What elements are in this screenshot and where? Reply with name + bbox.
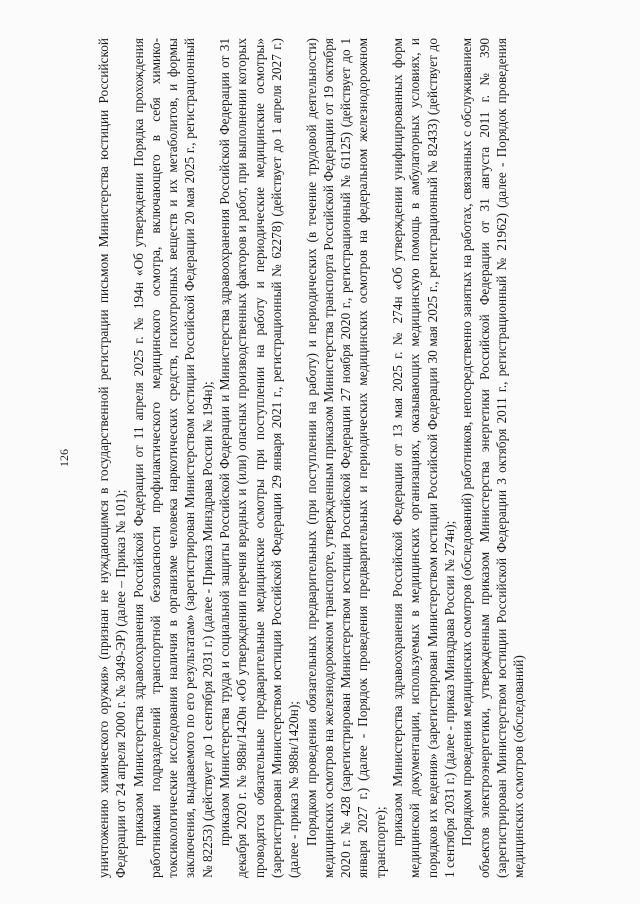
body-text — [95, 38, 527, 878]
paragraph: приказом Министерства труда и социальной защиты Российской Федерации и Министерства здравоохранения Российской Федерации от 31 декабря 2020 г. № 988н/1420н «Об утверждении перечня вредных и (или) опасных производственных факторов и работ, при выполнении которых проводятся обязательные предварительные медицинские осмотры при поступлении на работу и периодические медицинские осмотры» (зарегистрирован Министерством юстиции Российской Федерации 29 января 2021 г., регистрационный № 62278) (действует до 1 апреля 2027 г.) (далее - приказ № 988н/1420н); — [217, 38, 302, 878]
paragraph: уничтожению химического оружия» (признан не нуждающимся в государственной регистрации письмом Министерства юстиции Российской Федерации от 24 апреля 2000 г. № 3049-ЭР) (далее – Приказ № 101); — [96, 38, 129, 878]
page-number: 126 — [57, 449, 71, 467]
paragraph: приказом Министерства здравоохранения Российской Федерации от 11 апреля 2025 г. № 194н «Об утверждении Порядка прохождения работниками подразделений транспортной безопасности профилактического медицинского осмотра, включающего в себя химико-токсикологические исследования наличия в организме человека наркотических средств, психотропных веществ и их метаболитов, и формы заключения, выдаваемого по его результатам» (зарегистрирован Министерством юстиции Российской Федерации 20 мая 2025 г., регистрационный № 82253) (действует до 1 сентября 2031 г.) (далее - Приказ Минздрава России № 194н); — [130, 38, 215, 878]
paragraph: Порядком проведения обязательных предварительных (при поступлении на работу) и периодических (в течение трудовой деятельности) медицинских осмотров на железнодорожном транспорте, утвержденным приказом Министерства транспорта Российской Федерации от 19 октября 2020 г. № 428 (зарегистрирован Министерством юстиции Российской Федерации 27 ноября 2020 г., регистрационный № 61125) (действует до 1 января 2027 г.) (далее - Порядок проведения предварительных и периодических медицинских осмотров на федеральном железнодорожном транспорте); — [303, 38, 388, 878]
rotated-text-block — [55, 38, 595, 878]
paragraph: приказом Министерства здравоохранения Российской Федерации от 13 мая 2025 г. № 274н «Об утверждении унифицированных форм медицинской документации, используемых в медицинских организациях, оказывающих медицинскую помощь в амбулаторных условиях, и порядков их ведения» (зарегистрирован Министерством юстиции Российской Федерации 30 мая 2025 г., регистрационный № 82433) (действует до 1 сентября 2031 г.) (далее - приказ Минздрава России № 274н); — [390, 38, 457, 878]
paragraph: Порядком проведения медицинских осмотров (обследований) работников, непосредственно занятых на работах, связанных с обслуживанием объектов электроэнергетики, утвержденным приказом Министерства энергетики Российской Федерации от 31 августа 2011 г. № 390 (зарегистрирован Министерством юстиции Российской Федерации 3 октября 2011 г., регистрационный № 21962) (далее - Порядок проведения медицинских осмотров (обследований) — [459, 38, 527, 878]
